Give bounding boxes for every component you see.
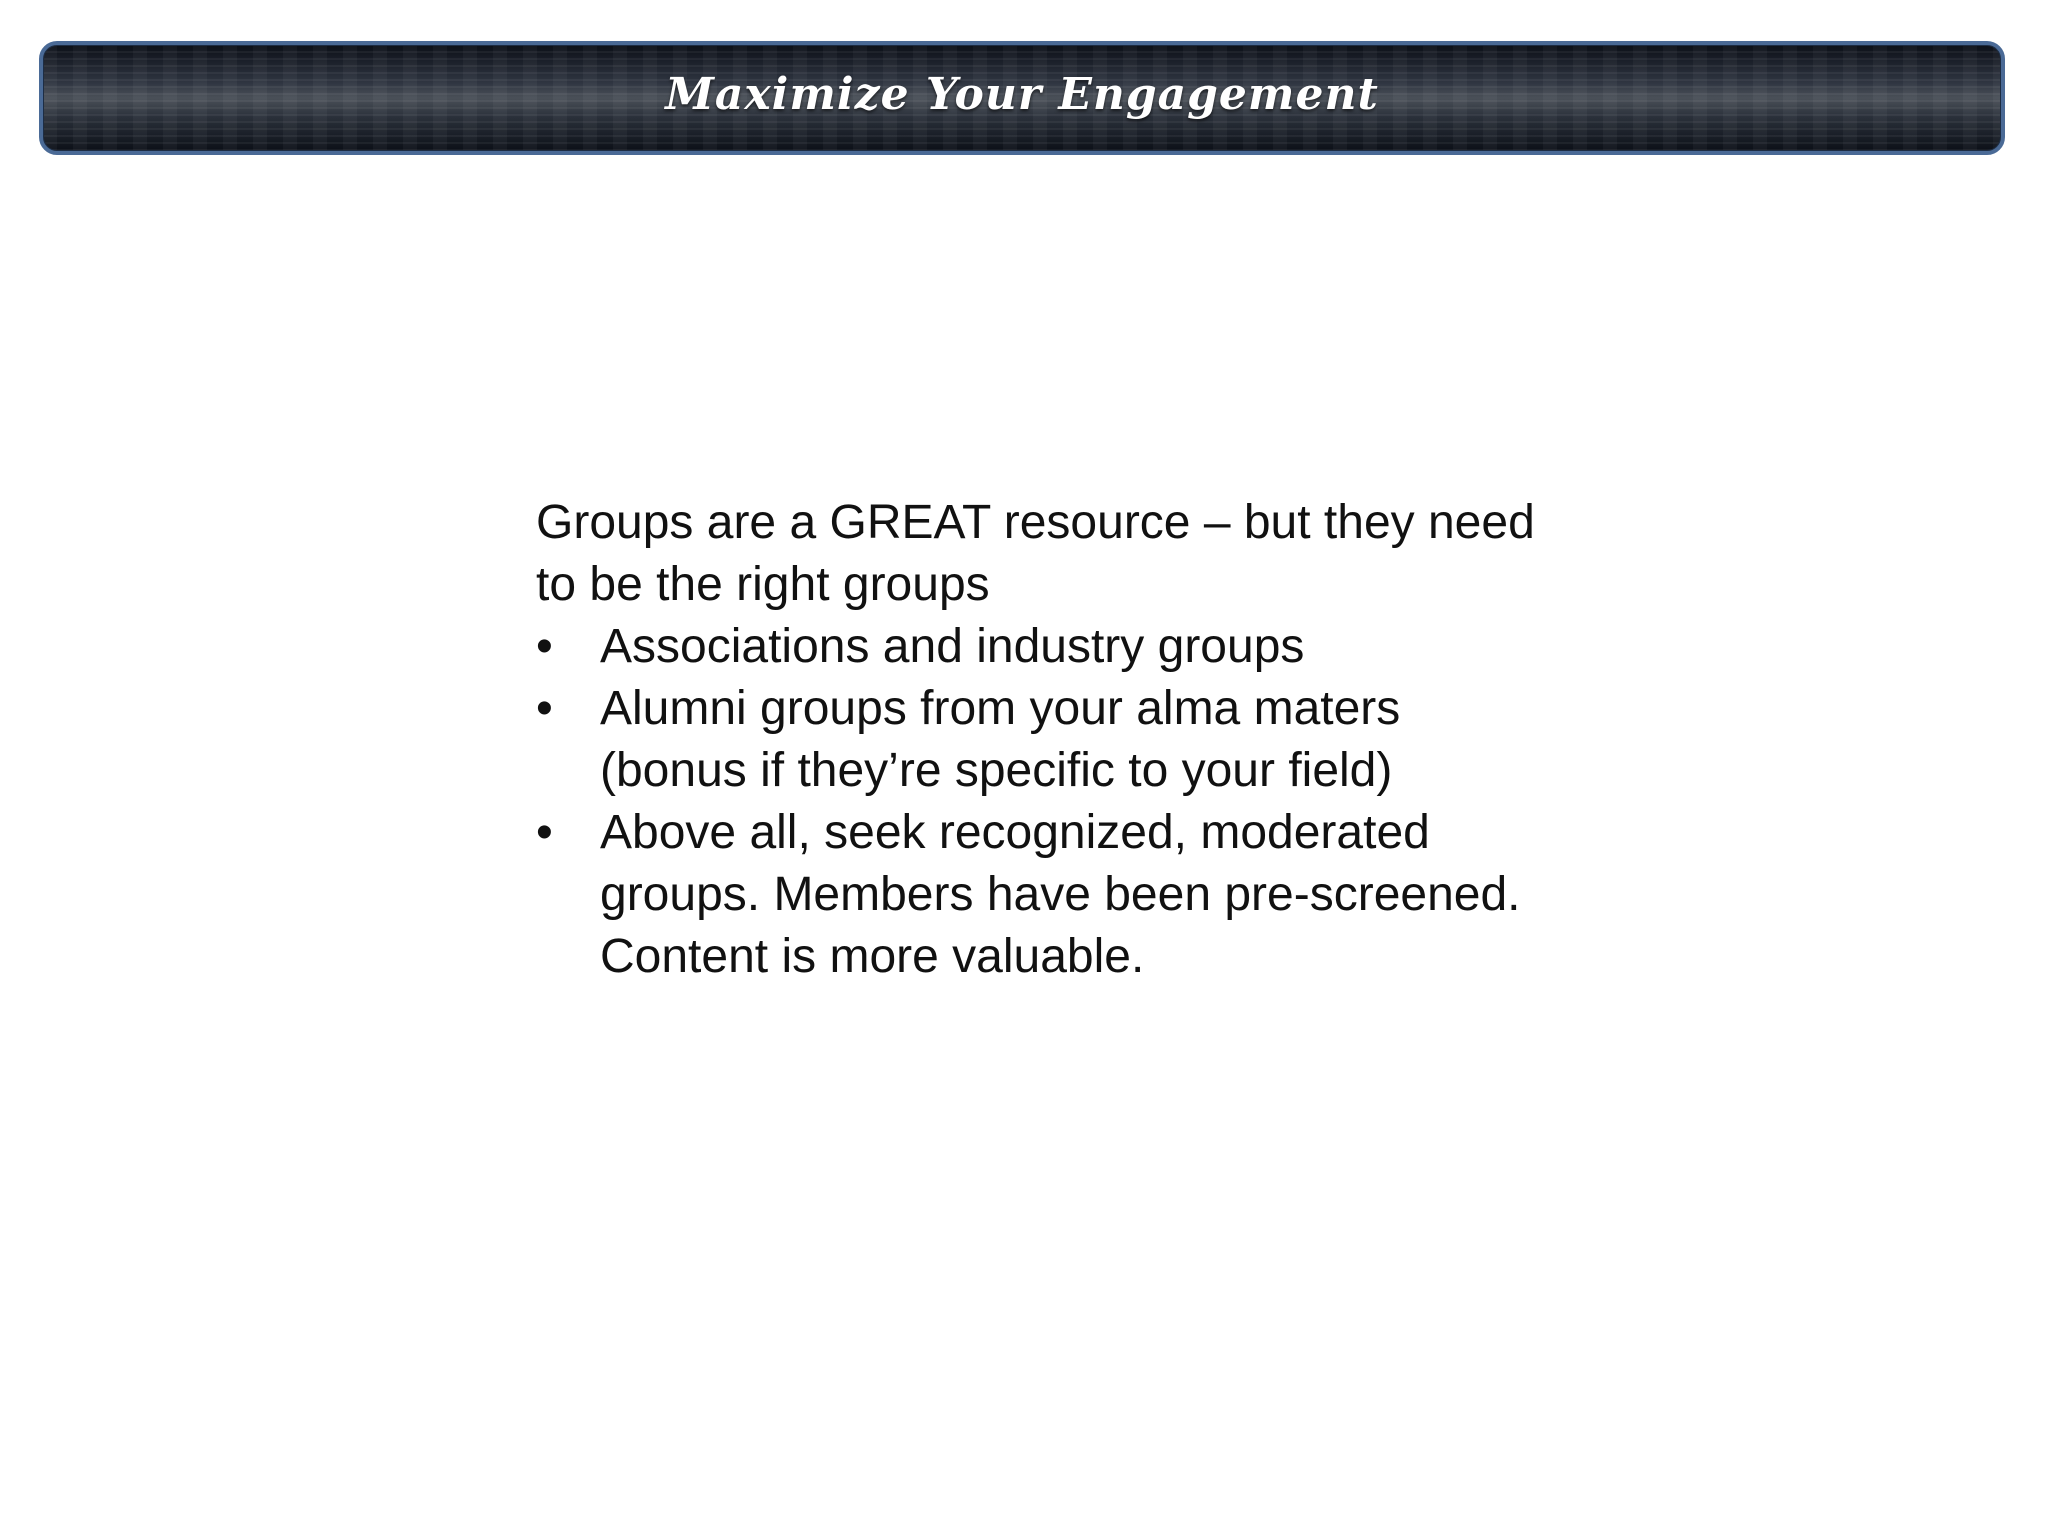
bullet-icon: • [536, 806, 553, 859]
intro-text: Groups are a GREAT resource – but they need to be the right groups [536, 496, 1535, 611]
slide-title: Maximize Your Engagement [665, 68, 1379, 120]
bullet-text: Associations and industry groups [600, 620, 1305, 673]
bullet-text: Alumni groups from your alma maters (bonus if they’re specific to your field) [600, 682, 1401, 797]
slide-body [536, 492, 1536, 988]
list-item [536, 616, 1536, 678]
bullet-icon: • [536, 620, 553, 673]
list-item [536, 678, 1536, 802]
title-banner [39, 41, 2005, 155]
bullet-text: Above all, seek recognized, moderated groups. Members have been pre-screened. Content is more valuable. [600, 806, 1521, 983]
list-item [536, 802, 1536, 988]
bullet-icon: • [536, 682, 553, 735]
bullet-list [536, 616, 1536, 988]
